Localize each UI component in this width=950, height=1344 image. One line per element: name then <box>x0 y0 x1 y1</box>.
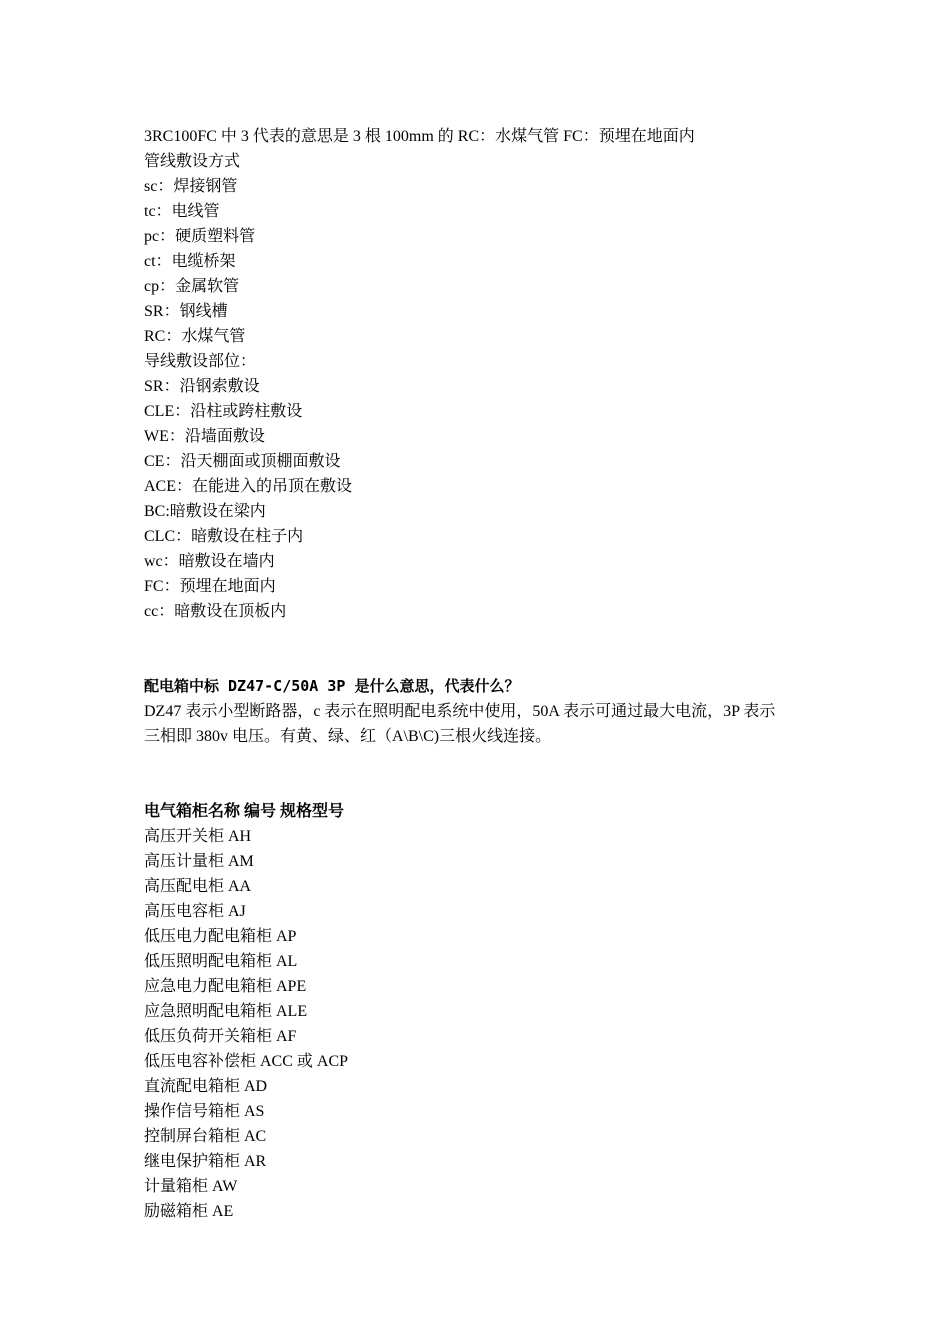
text-line: 控制屏台箱柜 AC <box>144 1128 267 1145</box>
text-line: 应急电力配电箱柜 APE <box>144 978 307 995</box>
paragraph-line: DZ47 表示小型断路器，c 表示在照明配电系统中使用，50A 表示可通过最大电流，3P 表示 <box>144 703 776 720</box>
document-content <box>144 124 814 1224</box>
text-line: pc：硬质塑料管 <box>144 228 256 245</box>
text-line: 继电保护箱柜 AR <box>144 1153 267 1170</box>
section-wiring-methods <box>144 124 814 624</box>
text-line: 低压照明配电箱柜 AL <box>144 953 298 970</box>
text-line: 计量箱柜 AW <box>144 1178 238 1195</box>
text-line: CE：沿天棚面或顶棚面敷设 <box>144 453 341 470</box>
text-line: 低压负荷开关箱柜 AF <box>144 1028 297 1045</box>
text-line: CLE：沿柱或跨柱敷设 <box>144 403 303 420</box>
text-line: 高压电容柜 AJ <box>144 903 246 920</box>
section-heading: 电气箱柜名称 编号 规格型号 <box>144 803 345 820</box>
text-line: tc：电线管 <box>144 203 220 220</box>
text-line: 高压开关柜 AH <box>144 828 252 845</box>
section-cabinet-codes <box>144 799 814 1224</box>
text-line: wc：暗敷设在墙内 <box>144 553 275 570</box>
spacer <box>144 749 814 799</box>
text-line: cp：金属软管 <box>144 278 240 295</box>
text-line: 应急照明配电箱柜 ALE <box>144 1003 308 1020</box>
text-line: 操作信号箱柜 AS <box>144 1103 265 1120</box>
paragraph-line: 三相即 380v 电压。有黄、绿、红（A\B\C)三根火线连接。 <box>144 728 552 745</box>
text-line: 励磁箱柜 AE <box>144 1203 234 1220</box>
text-line: 3RC100FC 中 3 代表的意思是 3 根 100mm 的 RC：水煤气管 FC：预埋在地面内 <box>144 128 695 145</box>
section-breaker-meaning <box>144 674 814 749</box>
text-line: cc：暗敷设在顶板内 <box>144 603 287 620</box>
text-line: ct：电缆桥架 <box>144 253 236 270</box>
section-heading: 配电箱中标 DZ47-C/50A 3P 是什么意思，代表什么？ <box>144 677 520 695</box>
text-line: SR：沿钢索敷设 <box>144 378 260 395</box>
text-line: ACE：在能进入的吊顶在敷设 <box>144 478 353 495</box>
text-line: 高压计量柜 AM <box>144 853 254 870</box>
text-line: FC：预埋在地面内 <box>144 578 276 595</box>
text-line: WE：沿墙面敷设 <box>144 428 265 445</box>
text-line: SR：钢线槽 <box>144 303 228 320</box>
spacer <box>144 624 814 674</box>
text-line: 导线敷设部位： <box>144 353 257 370</box>
text-line: RC：水煤气管 <box>144 328 246 345</box>
text-line: 管线敷设方式 <box>144 153 241 170</box>
text-line: 高压配电柜 AA <box>144 878 252 895</box>
text-line: CLC：暗敷设在柱子内 <box>144 528 304 545</box>
text-line: BC:暗敷设在梁内 <box>144 503 266 520</box>
text-line: 低压电力配电箱柜 AP <box>144 928 297 945</box>
text-line: 直流配电箱柜 AD <box>144 1078 268 1095</box>
text-line: sc：焊接钢管 <box>144 178 238 195</box>
text-line: 低压电容补偿柜 ACC 或 ACP <box>144 1053 349 1070</box>
